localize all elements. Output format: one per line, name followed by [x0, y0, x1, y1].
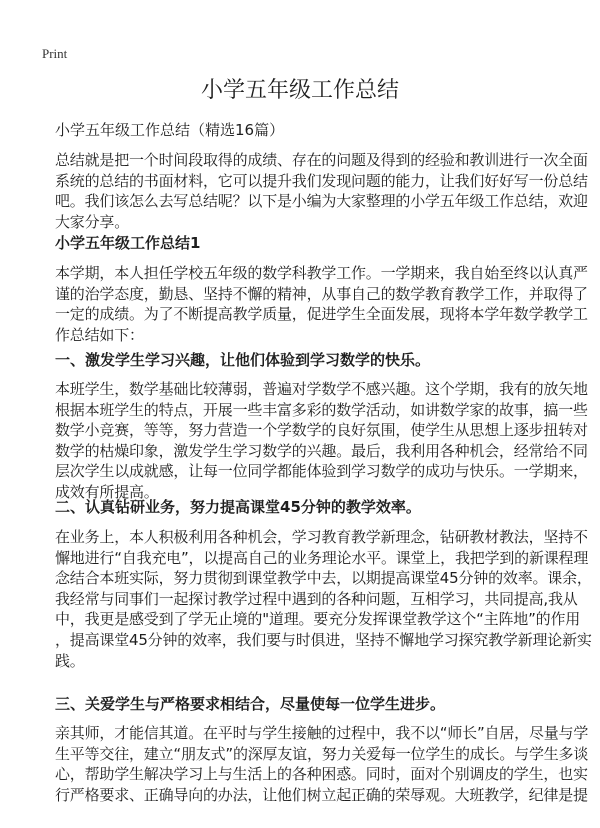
text-line: 生平等交往，建立“朋友式”的深厚友谊，努力关爱每一位学生的成长。与学生多谈 — [55, 744, 589, 763]
section-heading: 小学五年级工作总结1 — [55, 234, 201, 252]
text-line: 总结就是把一个时间段取得的成绩、存在的问题及得到的经验和教训进行一次全面 — [55, 151, 588, 169]
point-paragraph-2 — [55, 527, 592, 671]
text-line: ，提高课堂45分钟的效率，我们要与时俱进，坚持不懈地学习探究教学新理论新实 — [55, 630, 592, 649]
text-line: 数学的枯燥印象，激发学生学习数学的兴趣。最后，我利用各种机会，经常给不同 — [55, 441, 588, 460]
print-link[interactable]: Print — [42, 46, 68, 61]
text-line: 行严格要求、正确导向的办法，让他们树立起正确的荣辱观。大班教学，纪律是提 — [55, 785, 588, 804]
text-line: 本班学生，数学基础比较薄弱，普遍对学数学不感兴趣。这个学期，我有的放矢地 — [55, 380, 588, 398]
text-line: 数学小竞赛，等等，努力营造一个学数学的良好氛围，使学生从思想上逐步扭转对 — [55, 421, 588, 440]
text-line: 念结合本班实际，努力贯彻到课堂教学中去，以期提高课堂45分钟的效率。课余， — [55, 569, 592, 588]
text-line: 作总结如下： — [55, 325, 144, 344]
text-line: 大家分享。 — [55, 212, 130, 231]
point-heading-3: 三、关爱学生与严格要求相结合，尽量使每一位学生进步。 — [55, 695, 446, 713]
text-line: 懈地进行“自我充电”，以提高自己的业务理论水平。课堂上，我把学到的新课程理 — [55, 548, 589, 567]
point-heading-1: 一、激发学生学习兴趣，让他们体验到学习数学的快乐。 — [55, 351, 431, 369]
text-line: 心，帮助学生解决学习上与生活上的各种困惑。同时，面对个别调皮的学生，也实 — [55, 765, 588, 784]
text-line: 中，我更是感受到了学无止境的"道理。要充分发挥课堂教学这个“主阵地”的作用 — [55, 610, 581, 629]
text-line: 谨的治学态度，勤恳、坚持不懈的精神，从事自己的数学教育教学工作，并取得了 — [55, 284, 588, 303]
text-line: 在业务上，本人积极利用各种机会，学习教育教学新理念，钻研教材教法，坚持不 — [55, 528, 588, 546]
text-line: 我经常与同事们一起探讨教学过程中遇到的各种问题，互相学习，共同提高,我从 — [55, 589, 578, 608]
text-line: 成效有所提高。 — [55, 482, 159, 501]
text-line: 层次学生以成就感，让每一位同学都能体验到学习数学的成功与快乐。一学期来， — [55, 462, 588, 481]
text-line: 践。 — [55, 651, 85, 670]
text-line: 一定的成绩。为了不断提高教学质量，促进学生全面发展，现将本学年数学教学工 — [55, 305, 588, 324]
text-line: 系统的总结的书面材料，它可以提升我们发现问题的能力，让我们好好写一份总结 — [55, 171, 588, 190]
intro-paragraph — [55, 150, 588, 232]
text-line: 亲其师，才能信其道。在平时与学生接触的过程中，我不以“师长”自居，尽量与学 — [55, 724, 589, 742]
subtitle: 小学五年级工作总结（精选16篇） — [55, 121, 285, 139]
text-line: 本学期，本人担任学校五年级的数学科教学工作。一学期来，我自始至终以认真严 — [55, 264, 588, 282]
text-line: 吧。我们该怎么去写总结呢？以下是小编为大家整理的小学五年级工作总结，欢迎 — [55, 192, 588, 211]
section-paragraph — [55, 263, 588, 345]
page-title: 小学五年级工作总结 — [200, 78, 399, 103]
text-line: 根据本班学生的特点，开展一些丰富多彩的数学活动，如讲数学家的故事，搞一些 — [55, 400, 588, 419]
point-heading-2: 二、认真钻研业务，努力提高课堂45分钟的教学效率。 — [55, 498, 421, 516]
point-paragraph-1 — [55, 379, 588, 503]
point-paragraph-3 — [55, 723, 589, 805]
